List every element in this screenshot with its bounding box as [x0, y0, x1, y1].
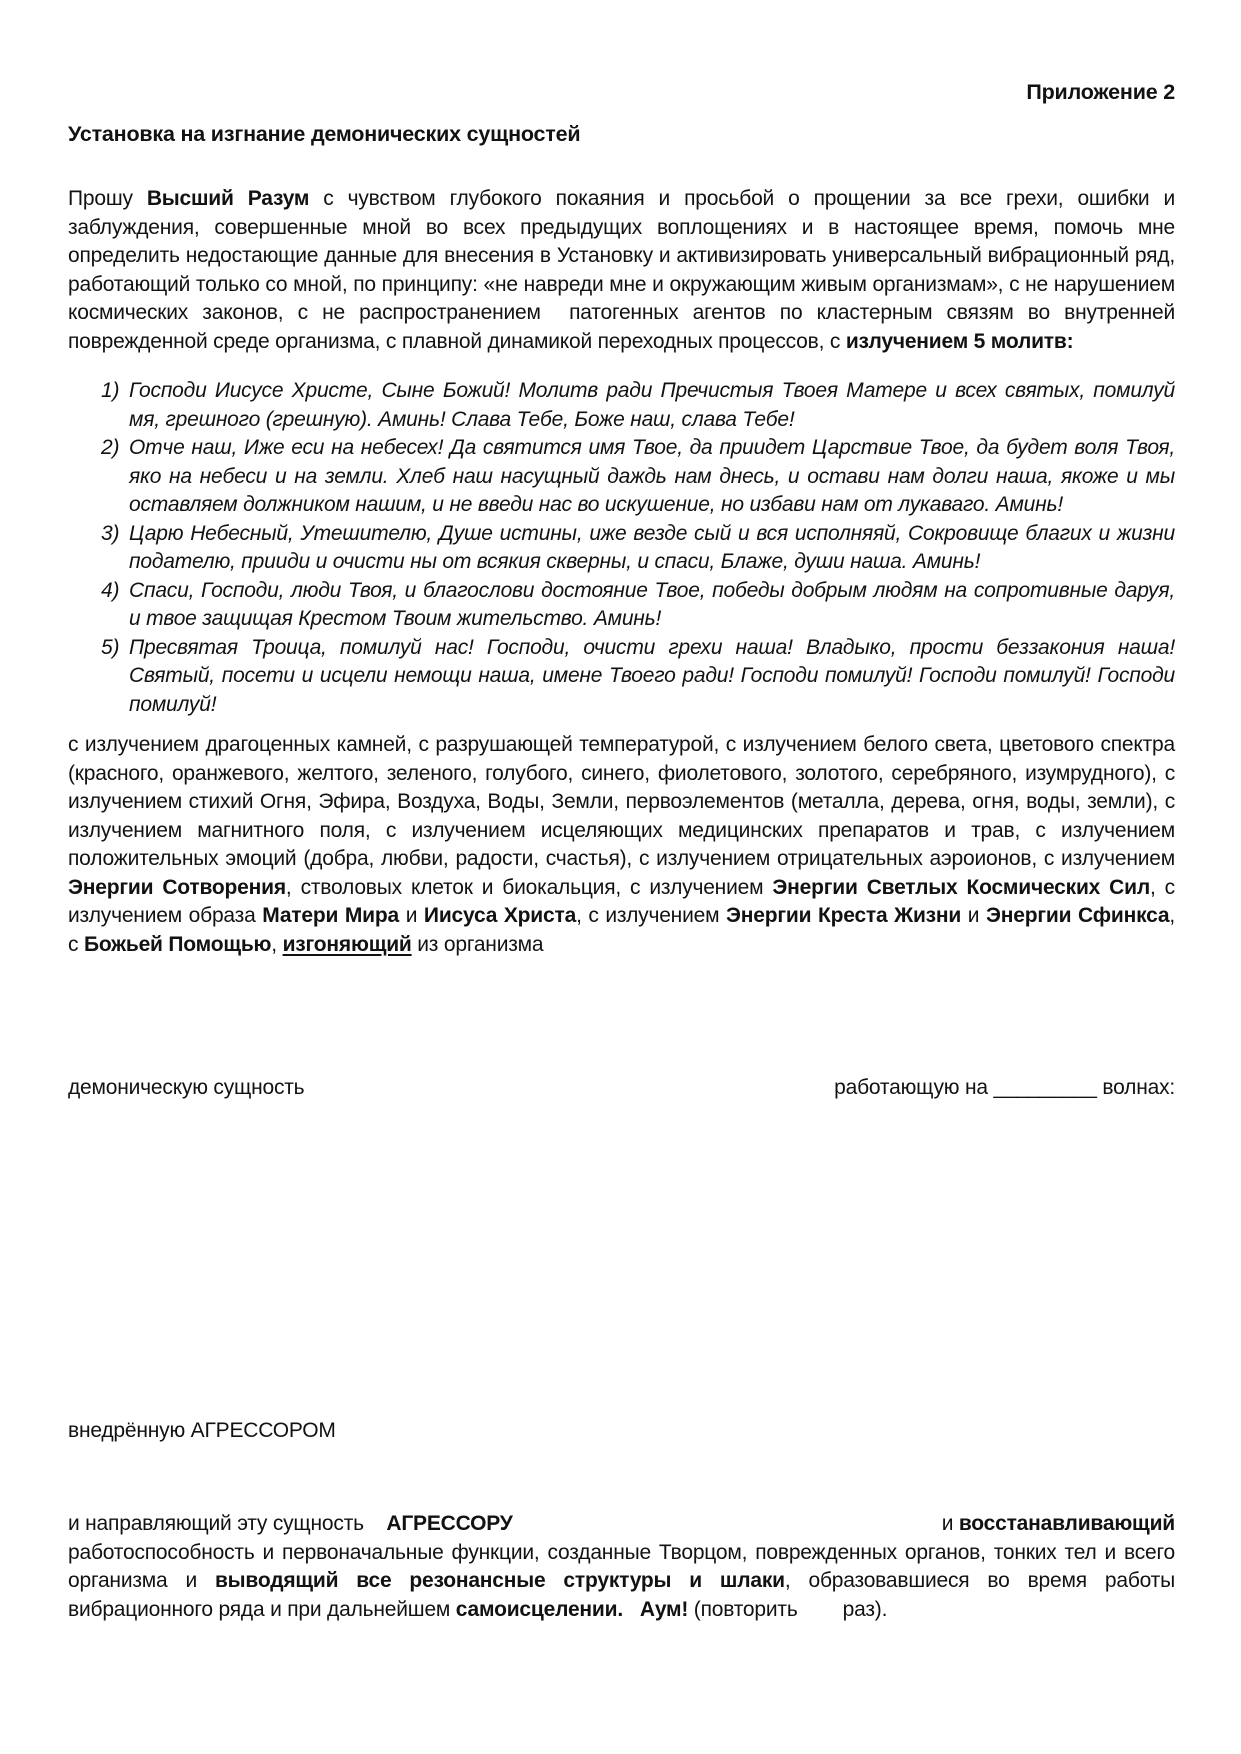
text-segment: и	[941, 1512, 959, 1535]
text-segment: излучением 5 молитв:	[845, 329, 1074, 353]
text-segment: самоисцелении.	[455, 1597, 623, 1621]
text-segment: выводящий все резонансные структуры и шлаки	[214, 1569, 785, 1592]
text-segment: , с излучением	[576, 904, 727, 927]
radiation-paragraph	[68, 731, 1175, 959]
text-segment: Энергии Креста Жизни	[726, 904, 962, 927]
prayer-number: 3)	[101, 521, 120, 545]
final-paragraph-continuation	[68, 1539, 1175, 1625]
prayer-number: 5)	[101, 635, 120, 659]
text-segment: Энергии Сфинкса	[986, 904, 1170, 927]
text-segment: ,	[271, 932, 283, 956]
prayer-text: Спаси, Господи, люди Твоя, и благослови достояние Твое, победы добрым людям на сопротивные даруя, и твое защищая Крестом Твоим жительство. Аминь!	[129, 578, 1175, 630]
text-segment: Иисуса Христа	[423, 904, 577, 927]
document-title: Установка на изгнание демонических сущностей	[68, 122, 581, 146]
entity-left-text: демоническую сущность	[68, 1076, 305, 1099]
text-segment: Матери Мира	[262, 904, 399, 927]
intro-paragraph	[68, 185, 1175, 356]
text-segment: изгоняющий	[282, 932, 412, 956]
prayer-number: 4)	[101, 578, 120, 602]
final-paragraph-first-line	[68, 1510, 1175, 1539]
text-segment: восстанавливающий	[958, 1512, 1175, 1535]
text-segment: и	[399, 904, 424, 927]
prayer-item-4	[68, 577, 1175, 634]
text-segment: , с излучением образа	[68, 875, 1175, 927]
entity-fill-in-row	[68, 1074, 1175, 1103]
text-segment: с чувством глубокого покаяния и просьбой о прощении за все грехи, ошибки и заблуждения, совершенные мной во всех предыдущих воплощениях и в настоящее время, помочь мне определить недостающие данные для внесения в Установку и активизировать универсальный вибрационный ряд, работающий только со мной, по принципу: «не навреди мне и окружающим живым организмам», с не нарушением космических законов, с не распространением патогенных агентов по кластерным связям во внутренней поврежденной среде организма, с плавной динамикой переходных процессов, с	[68, 187, 1175, 353]
restoring-text	[942, 1510, 1175, 1539]
prayer-text: Пресвятая Троица, помилуй нас! Господи, очисти грехи наша! Владыко, прости беззакония наша! Святый, посети и исцели немощи наша, имене Твоего ради! Господи помилуй! Господи помилуй! Господи помилуй!	[129, 635, 1175, 716]
text-segment: и направляющий эту сущность	[68, 1512, 387, 1535]
text-segment: из организма	[411, 932, 544, 956]
text-segment: Божьей Помощью	[83, 932, 272, 956]
entity-waves-blank-field: работающую на _________ волнах:	[834, 1076, 1175, 1099]
text-segment: , с	[68, 904, 1175, 956]
prayer-item-5	[68, 634, 1175, 720]
text-segment: и	[961, 904, 987, 927]
text-segment: с излучением драгоценных камней, с разрушающей температурой, с излучением белого света, цветового спектра (красного, оранжевого, желтого, зеленого, голубого, синего, фиолетового, золотого, серебряного, изумрудного), с излучением стихий Огня, Эфира, Воздуха, Воды, Земли, первоэлементов (металла, дерева, огня, воды, земли), с излучением магнитного поля, с излучением исцеляющих медицинских препаратов и трав, с излучением положительных эмоций (добра, любви, радости, счастья), с излучением отрицательных аэроионов, с излучением	[68, 733, 1175, 870]
text-segment: Энергии Светлых Космических Сил	[772, 875, 1151, 899]
prayer-item-2	[68, 434, 1175, 520]
prayer-number: 1)	[101, 379, 120, 402]
prayer-item-1	[68, 377, 1175, 434]
text-segment: Энергии Сотворения	[68, 875, 286, 899]
prayer-number: 2)	[101, 436, 120, 459]
directing-to-aggressor-text	[68, 1510, 513, 1539]
text-segment: , стволовых клеток и биокальция, с излучением	[285, 875, 773, 899]
text-segment: АГРЕССОРУ	[386, 1512, 513, 1535]
prayer-text: Господи Иисусе Христе, Сыне Божий! Молитв ради Пречистыя Твоея Матере и всех святых, помилуй мя, грешного (грешную). Аминь! Слава Тебе, Боже наш, слава Тебе!	[129, 379, 1175, 431]
prayer-item-3	[68, 520, 1175, 577]
prayer-text: Отче наш, Иже еси на небесех! Да святится имя Твое, да приидет Царствие Твое, да будет воля Твоя, яко на небеси и на земли. Хлеб наш насущный даждь нам днесь, и остави нам долги наша, якоже и мы оставляем должником нашим, и не введи нас во искушение, но избави нам от лукаваго. Аминь!	[129, 436, 1175, 516]
text-segment: Аум!	[639, 1597, 689, 1621]
text-segment: , образовавшиеся во время работы вибрационного ряда и при дальнейшем	[68, 1569, 1175, 1621]
prayer-list	[68, 377, 1175, 719]
text-segment	[623, 1598, 640, 1621]
text-segment: (повторить раз).	[688, 1597, 888, 1621]
implanted-by-aggressor-line: внедрённую АГРЕССОРОМ	[68, 1418, 336, 1442]
prayer-text: Царю Небесный, Утешителю, Душе истины, иже везде сый и вся исполняяй, Сокровище благих и жизни подателю, прииди и очисти ны от всякия скверны, и спаси, Блаже, души наша. Аминь!	[129, 521, 1175, 573]
text-segment: Высший Разум	[146, 187, 310, 210]
text-segment: работоспособность и первоначальные функции, созданные Творцом, поврежденных органов, тонких тел и всего организма и	[68, 1540, 1175, 1592]
appendix-label: Приложение 2	[1026, 80, 1175, 104]
text-segment: Прошу	[68, 187, 147, 210]
